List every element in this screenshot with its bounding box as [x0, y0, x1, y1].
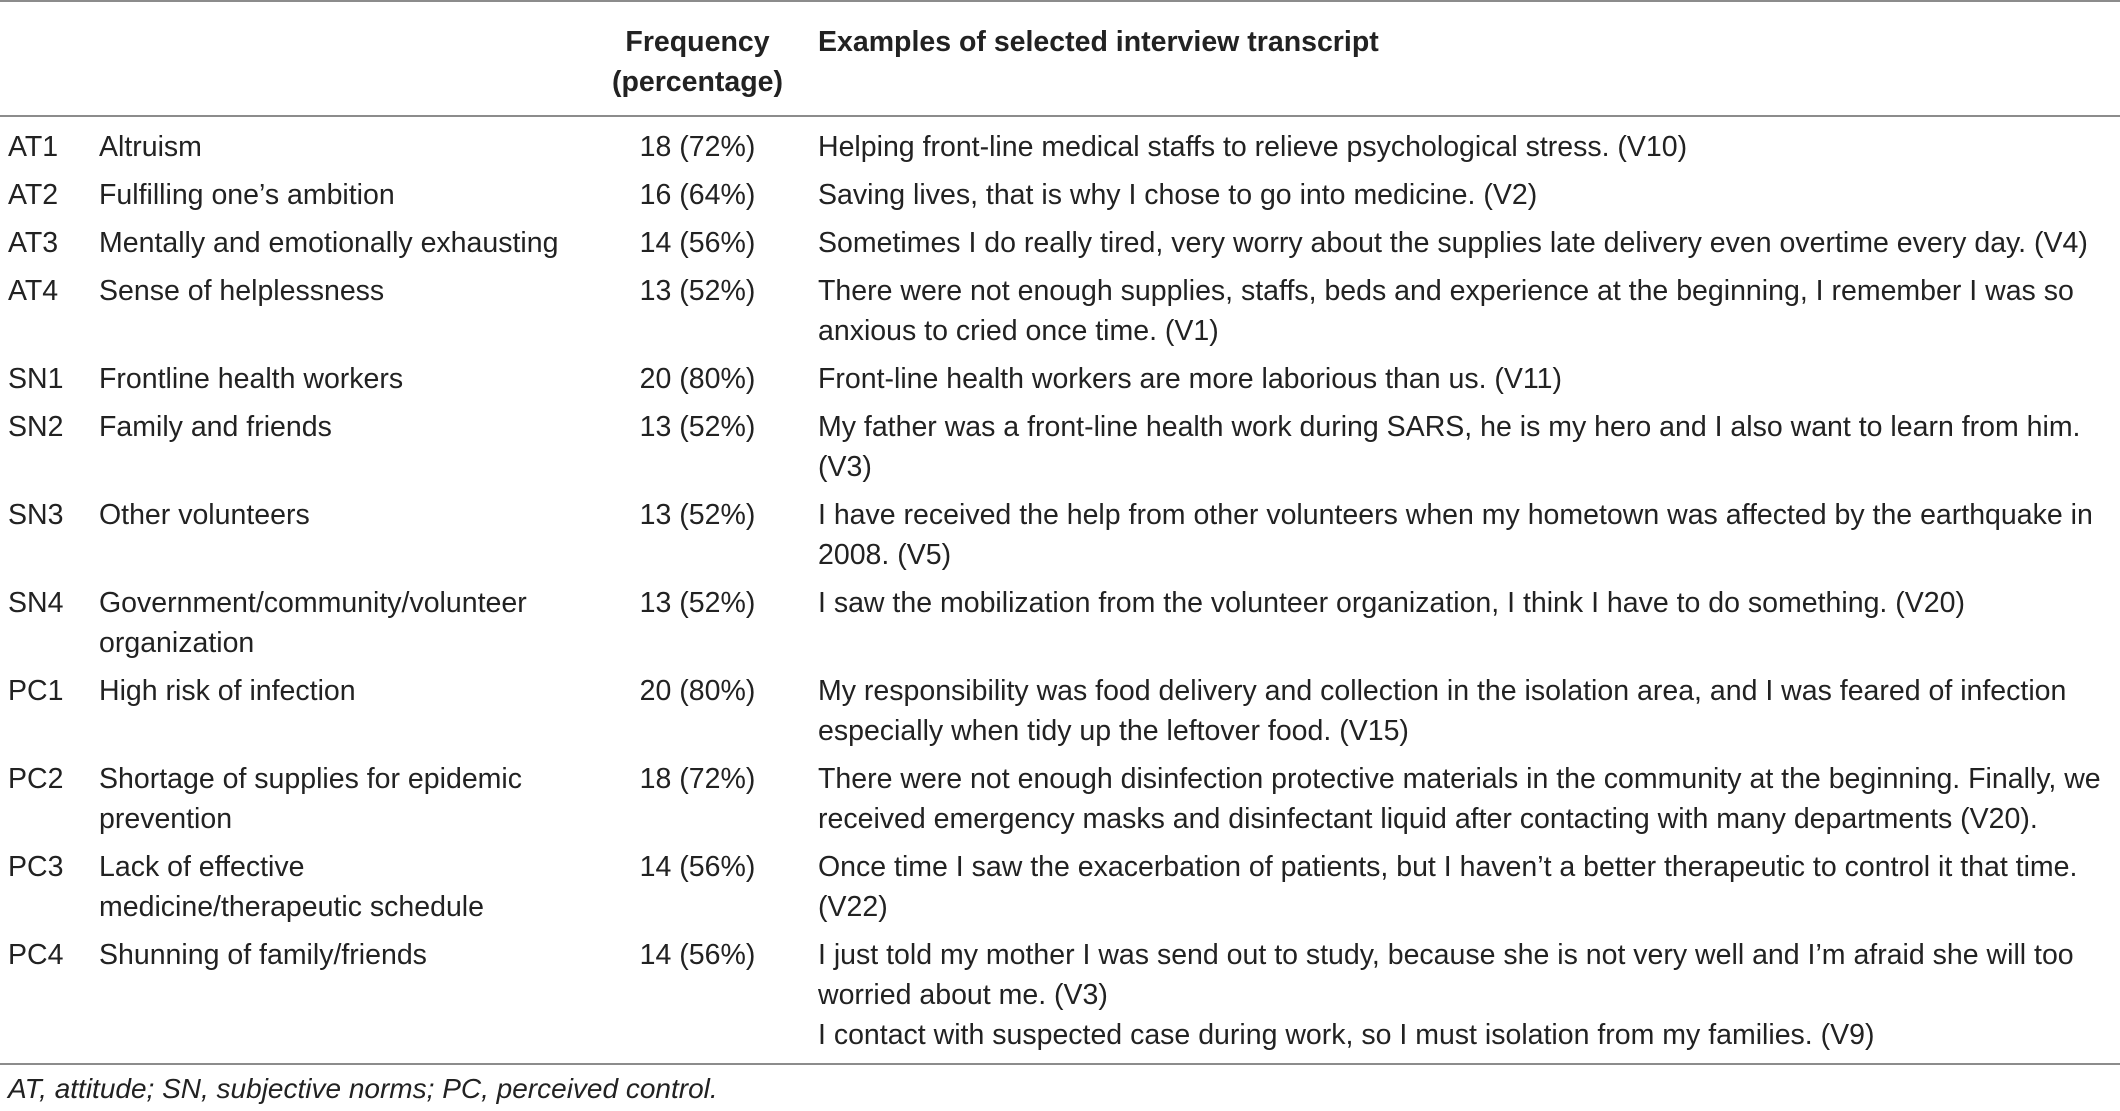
row-code: AT1	[8, 131, 59, 163]
row-frequency: 18 (72%)	[639, 763, 756, 795]
row-examples	[808, 755, 2120, 843]
row-frequency: 13 (52%)	[639, 587, 756, 619]
row-code: PC4	[8, 939, 64, 971]
header-row	[0, 1, 2120, 116]
row-example-text: Once time I saw the exacerbation of patients, but I haven’t a better therapeutic to control it that time. (V22)	[818, 851, 2078, 923]
header-frequency-line1: Frequency	[625, 26, 770, 58]
row-example-text: Helping front-line medical staffs to relieve psychological stress. (V10)	[818, 131, 1688, 163]
row-category: Government/community/volunteer organization	[99, 587, 527, 659]
row-category: Frontline health workers	[99, 363, 404, 395]
header-code	[0, 1, 99, 116]
row-frequency: 20 (80%)	[639, 675, 756, 707]
row-example-text: Sometimes I do really tired, very worry about the supplies late delivery even overtime every day. (V4)	[818, 227, 2088, 259]
table-row	[0, 267, 2120, 355]
table-row	[0, 755, 2120, 843]
row-category: Mentally and emotionally exhausting	[99, 227, 559, 259]
row-frequency: 14 (56%)	[639, 939, 756, 971]
table-row	[0, 355, 2120, 403]
table-row	[0, 219, 2120, 267]
row-example-text: My father was a front-line health work during SARS, he is my hero and I also want to learn from him. (V3)	[818, 411, 2081, 483]
row-code: AT4	[8, 275, 59, 307]
table-row	[0, 116, 2120, 171]
row-category: High risk of infection	[99, 675, 356, 707]
header-frequency	[587, 1, 808, 116]
row-example-text: I contact with suspected case during work, so I must isolation from my families. (V9)	[818, 1019, 1875, 1051]
row-example-text: There were not enough supplies, staffs, beds and experience at the beginning, I remember I was so anxious to cried once time. (V1)	[818, 275, 2074, 347]
table-row	[0, 491, 2120, 579]
row-examples	[808, 403, 2120, 491]
row-category: Other volunteers	[99, 499, 310, 531]
row-example-text: I just told my mother I was send out to study, because she is not very well and I’m afraid she will too worried about me. (V3)	[818, 939, 2074, 1011]
table-row	[0, 403, 2120, 491]
row-examples	[808, 491, 2120, 579]
row-code: SN2	[8, 411, 64, 443]
table-row	[0, 931, 2120, 1064]
row-examples	[808, 667, 2120, 755]
row-code: PC2	[8, 763, 64, 795]
header-frequency-line2: (percentage)	[611, 66, 784, 98]
row-example-text: My responsibility was food delivery and collection in the isolation area, and I was feared of infection especially when tidy up the leftover food. (V15)	[818, 675, 2067, 747]
row-examples	[808, 843, 2120, 931]
row-code: PC1	[8, 675, 64, 707]
row-example-text: I have received the help from other volunteers when my hometown was affected by the earthquake in 2008. (V5)	[818, 499, 2093, 571]
row-examples	[808, 219, 2120, 267]
table-body	[0, 116, 2120, 1064]
row-example-text: There were not enough disinfection protective materials in the community at the beginning. Finally, we received emergency masks and disinfectant liquid after contacting with many departments (V20).	[818, 763, 2101, 835]
row-frequency: 14 (56%)	[639, 227, 756, 259]
row-frequency: 13 (52%)	[639, 275, 756, 307]
row-code: AT3	[8, 227, 59, 259]
table-header	[0, 1, 2120, 116]
row-category: Shunning of family/friends	[99, 939, 427, 971]
row-frequency: 14 (56%)	[639, 851, 756, 883]
row-category: Shortage of supplies for epidemic prevention	[99, 763, 522, 835]
row-category: Fulfilling one’s ambition	[99, 179, 395, 211]
row-category: Lack of effective medicine/therapeutic schedule	[99, 851, 484, 923]
table-row	[0, 171, 2120, 219]
table-row	[0, 579, 2120, 667]
table-row	[0, 843, 2120, 931]
row-frequency: 16 (64%)	[639, 179, 756, 211]
row-code: SN4	[8, 587, 64, 619]
row-category: Sense of helplessness	[99, 275, 385, 307]
row-example-text: Saving lives, that is why I chose to go into medicine. (V2)	[818, 179, 1538, 211]
row-code: SN1	[8, 363, 64, 395]
row-examples	[808, 579, 2120, 667]
table-footnote: AT, attitude; SN, subjective norms; PC, perceived control.	[8, 1073, 718, 1104]
row-examples	[808, 355, 2120, 403]
row-category: Altruism	[99, 131, 202, 163]
row-category: Family and friends	[99, 411, 332, 443]
row-example-text: I saw the mobilization from the volunteer organization, I think I have to do something. (V20)	[818, 587, 1965, 619]
row-examples	[808, 116, 2120, 171]
table-row	[0, 667, 2120, 755]
row-frequency: 20 (80%)	[639, 363, 756, 395]
row-examples	[808, 931, 2120, 1064]
row-examples	[808, 267, 2120, 355]
row-code: SN3	[8, 499, 64, 531]
row-code: PC3	[8, 851, 64, 883]
row-frequency: 13 (52%)	[639, 499, 756, 531]
header-category	[99, 1, 587, 116]
row-frequency: 18 (72%)	[639, 131, 756, 163]
header-examples: Examples of selected interview transcript	[818, 26, 1379, 58]
row-frequency: 13 (52%)	[639, 411, 756, 443]
row-examples	[808, 171, 2120, 219]
row-code: AT2	[8, 179, 59, 211]
row-example-text: Front-line health workers are more laborious than us. (V11)	[818, 363, 1562, 395]
